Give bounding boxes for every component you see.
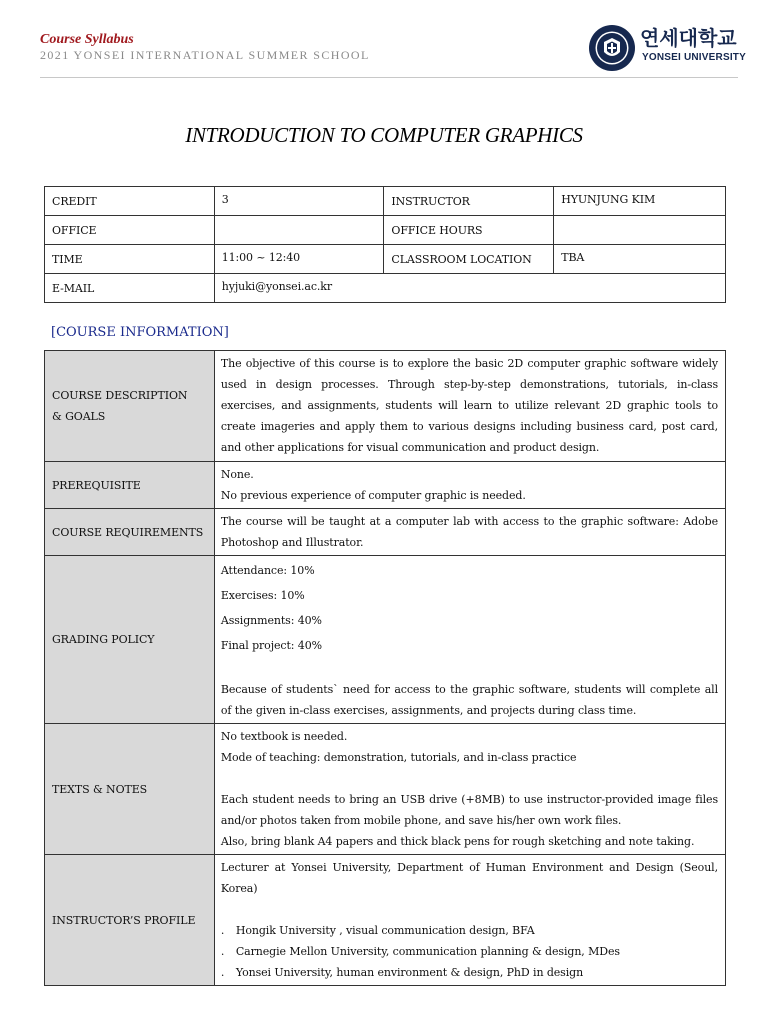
profile-row bbox=[45, 855, 726, 986]
prerequisite-content bbox=[214, 462, 725, 509]
university-seal-icon bbox=[588, 24, 636, 72]
grading-item: Exercises: 10% bbox=[220, 589, 305, 602]
course-info-table bbox=[44, 186, 726, 303]
section-title: [COURSE INFORMATION] bbox=[51, 325, 229, 340]
program-name: 2021 YONSEI INTERNATIONAL SUMMER SCHOOL bbox=[40, 48, 370, 62]
bullet-mark: . bbox=[220, 966, 225, 979]
grading-item: Assignments: 40% bbox=[220, 614, 322, 627]
bullet-mark: . bbox=[220, 924, 225, 937]
course-title: INTRODUCTION TO COMPUTER GRAPHICS bbox=[185, 123, 583, 147]
office-value bbox=[214, 216, 384, 245]
requirements-text: The course will be taught at a computer lab with access to the graphic software: Adobe Photoshop and Illustrator. bbox=[214, 509, 725, 556]
requirements-row bbox=[45, 509, 726, 556]
credit-value: 3 bbox=[214, 187, 384, 216]
instructor-label: INSTRUCTOR bbox=[384, 187, 554, 216]
time-label: TIME bbox=[45, 245, 215, 274]
office-hours-label: OFFICE HOURS bbox=[384, 216, 554, 245]
profile-label: INSTRUCTOR’S PROFILE bbox=[45, 855, 215, 986]
email-value[interactable]: hyjuki@yonsei.ac.kr bbox=[214, 274, 725, 303]
description-text: The objective of this course is to explore the basic 2D computer graphic software widely used in design processes. Through step-by-step demonstrations, tutorials, in-class exercises, and assignments, students will learn to utilize relevant 2D graphic tools to create imageries and apply them to various designs including business card, post card, and other applications for visual communication and product design. bbox=[214, 351, 725, 462]
table-row bbox=[45, 187, 726, 216]
bullet-mark: . bbox=[220, 945, 225, 958]
grading-content bbox=[214, 556, 725, 724]
grading-label: GRADING POLICY bbox=[45, 556, 215, 724]
email-label: E-MAIL bbox=[45, 274, 215, 303]
requirements-label: COURSE REQUIREMENTS bbox=[45, 509, 215, 556]
description-row bbox=[45, 351, 726, 462]
doc-type: Course Syllabus bbox=[40, 32, 134, 47]
course-details-table bbox=[44, 350, 726, 986]
table-row bbox=[45, 245, 726, 274]
profile-item-text: Yonsei University, human environment & design, PhD in design bbox=[235, 966, 584, 979]
description-label bbox=[45, 351, 215, 462]
description-label-line: COURSE DESCRIPTION bbox=[52, 389, 188, 402]
classroom-label: CLASSROOM LOCATION bbox=[384, 245, 554, 274]
header-divider bbox=[40, 77, 738, 78]
texts-row bbox=[45, 724, 726, 855]
classroom-value: TBA bbox=[554, 245, 726, 274]
prerequisite-line: None. bbox=[220, 468, 254, 481]
description-label-line: & GOALS bbox=[52, 410, 106, 423]
credit-label: CREDIT bbox=[45, 187, 215, 216]
profile-intro: Lecturer at Yonsei University, Department of Human Environment and Design (Seoul, Korea) bbox=[220, 861, 718, 895]
texts-line: Also, bring blank A4 papers and thick black pens for rough sketching and note taking. bbox=[220, 835, 695, 848]
time-value: 11:00 ~ 12:40 bbox=[214, 245, 384, 274]
texts-label: TEXTS & NOTES bbox=[45, 724, 215, 855]
prerequisite-label: PREREQUISITE bbox=[45, 462, 215, 509]
grading-row bbox=[45, 556, 726, 724]
profile-item bbox=[221, 962, 718, 983]
university-logo bbox=[588, 24, 746, 72]
texts-paragraph: Each student needs to bring an USB drive (+8MB) to use instructor-provided image files and/or photos taken from mobile phone, and save his/her own work files. bbox=[220, 793, 718, 827]
profile-item-text: Carnegie Mellon University, communication planning & design, MDes bbox=[235, 945, 620, 958]
profile-item-text: Hongik University , visual communication design, BFA bbox=[235, 924, 535, 937]
logo-korean-text: 연세대학교 bbox=[640, 26, 737, 50]
table-row bbox=[45, 216, 726, 245]
texts-line: Mode of teaching: demonstration, tutorials, and in-class practice bbox=[220, 751, 577, 764]
prerequisite-row bbox=[45, 462, 726, 509]
document-header bbox=[40, 32, 370, 62]
profile-item bbox=[221, 941, 718, 962]
instructor-value: HYUNJUNG KIM bbox=[554, 187, 726, 216]
texts-line: No textbook is needed. bbox=[220, 730, 348, 743]
profile-item bbox=[221, 920, 718, 941]
prerequisite-line: No previous experience of computer graphic is needed. bbox=[220, 489, 526, 502]
profile-content bbox=[214, 855, 725, 986]
office-hours-value bbox=[554, 216, 726, 245]
table-row bbox=[45, 274, 726, 303]
grading-item: Final project: 40% bbox=[220, 639, 322, 652]
texts-content bbox=[214, 724, 725, 855]
logo-english-text: YONSEI UNIVERSITY bbox=[642, 52, 746, 63]
grading-item: Attendance: 10% bbox=[220, 564, 315, 577]
grading-note: Because of students` need for access to the graphic software, students will complete all of the given in-class exercises, assignments, and projects during class time. bbox=[220, 683, 718, 717]
office-label: OFFICE bbox=[45, 216, 215, 245]
